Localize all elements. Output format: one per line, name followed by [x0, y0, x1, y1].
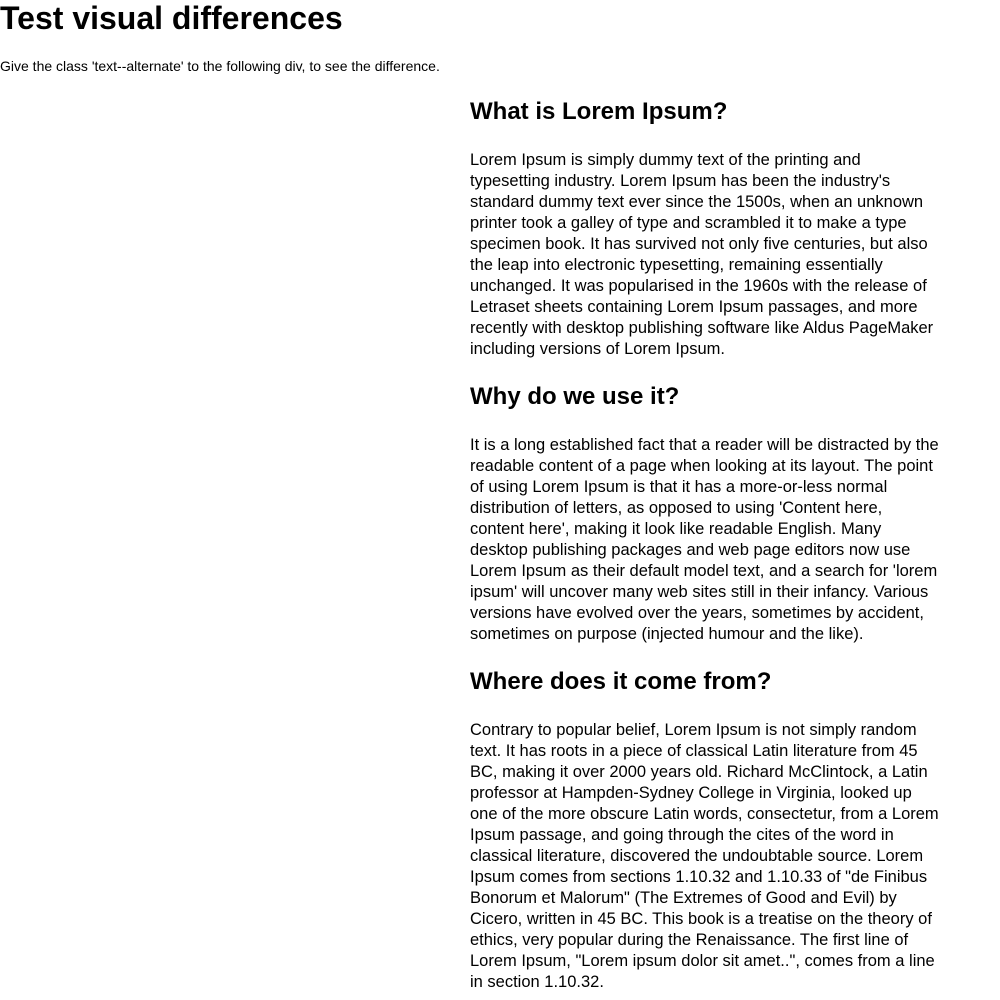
- text-line: Bonorum et Malorum" (The Extremes of Good and Evil) by: [470, 889, 897, 907]
- section-heading-why: Why do we use it?: [470, 383, 680, 410]
- text-line: Ipsum passage, and going through the cites of the word in: [470, 826, 894, 844]
- text-line: in section 1.10.32.: [470, 973, 604, 991]
- text-line: Ipsum comes from sections 1.10.32 and 1.10.33 of "de Finibus: [470, 868, 928, 886]
- text-line: versions have evolved over the years, sometimes by accident,: [470, 604, 924, 622]
- text-line: Contrary to popular belief, Lorem Ipsum is not simply random: [470, 721, 917, 739]
- section-heading-where: Where does it come from?: [470, 668, 772, 695]
- text-line: typesetting industry. Lorem Ipsum has been the industry's: [470, 172, 891, 190]
- page-title: Test visual differences: [0, 0, 343, 36]
- text-line: content here', making it look like readable English. Many: [470, 520, 882, 538]
- text-content: [470, 97, 975, 993]
- text-line: of using Lorem Ipsum is that it has a more-or-less normal: [470, 478, 888, 496]
- text-line: one of the more obscure Latin words, consectetur, from a Lorem: [470, 805, 939, 823]
- text-line: Cicero, written in 45 BC. This book is a treatise on the theory of: [470, 910, 932, 928]
- text-line: including versions of Lorem Ipsum.: [470, 340, 725, 358]
- section-body-where: [470, 720, 975, 993]
- section-body-why: [470, 435, 975, 645]
- text-line: readable content of a page when looking at its layout. The point: [470, 457, 933, 475]
- text-line: standard dummy text ever since the 1500s, when an unknown: [470, 193, 924, 211]
- text-line: Lorem Ipsum is simply dummy text of the printing and: [470, 151, 861, 169]
- text-line: text. It has roots in a piece of classical Latin literature from 45: [470, 742, 918, 760]
- section-body-what: [470, 150, 975, 360]
- text-line: recently with desktop publishing software like Aldus PageMaker: [470, 319, 934, 337]
- section-heading-what: What is Lorem Ipsum?: [470, 98, 728, 125]
- text-line: sometimes on purpose (injected humour and the like).: [470, 625, 864, 643]
- text-line: It is a long established fact that a reader will be distracted by the: [470, 436, 939, 454]
- text-line: Lorem Ipsum, "Lorem ipsum dolor sit amet..", comes from a line: [470, 952, 935, 970]
- text-line: printer took a galley of type and scrambled it to make a type: [470, 214, 907, 232]
- text-line: BC, making it over 2000 years old. Richard McClintock, a Latin: [470, 763, 928, 781]
- text-line: desktop publishing packages and web page editors now use: [470, 541, 911, 559]
- text-line: ipsum' will uncover many web sites still in their infancy. Various: [470, 583, 929, 601]
- text-line: ethics, very popular during the Renaissance. The first line of: [470, 931, 909, 949]
- text-line: classical literature, discovered the undoubtable source. Lorem: [470, 847, 924, 865]
- intro-text: Give the class 'text--alternate' to the following div, to see the difference.: [0, 58, 440, 74]
- text-line: distribution of letters, as opposed to using 'Content here,: [470, 499, 883, 517]
- text-line: professor at Hampden-Sydney College in Virginia, looked up: [470, 784, 912, 802]
- text-line: specimen book. It has survived not only five centuries, but also: [470, 235, 928, 253]
- text-line: Letraset sheets containing Lorem Ipsum passages, and more: [470, 298, 918, 316]
- text-line: Lorem Ipsum as their default model text, and a search for 'lorem: [470, 562, 938, 580]
- text-line: the leap into electronic typesetting, remaining essentially: [470, 256, 883, 274]
- text-line: unchanged. It was popularised in the 1960s with the release of: [470, 277, 927, 295]
